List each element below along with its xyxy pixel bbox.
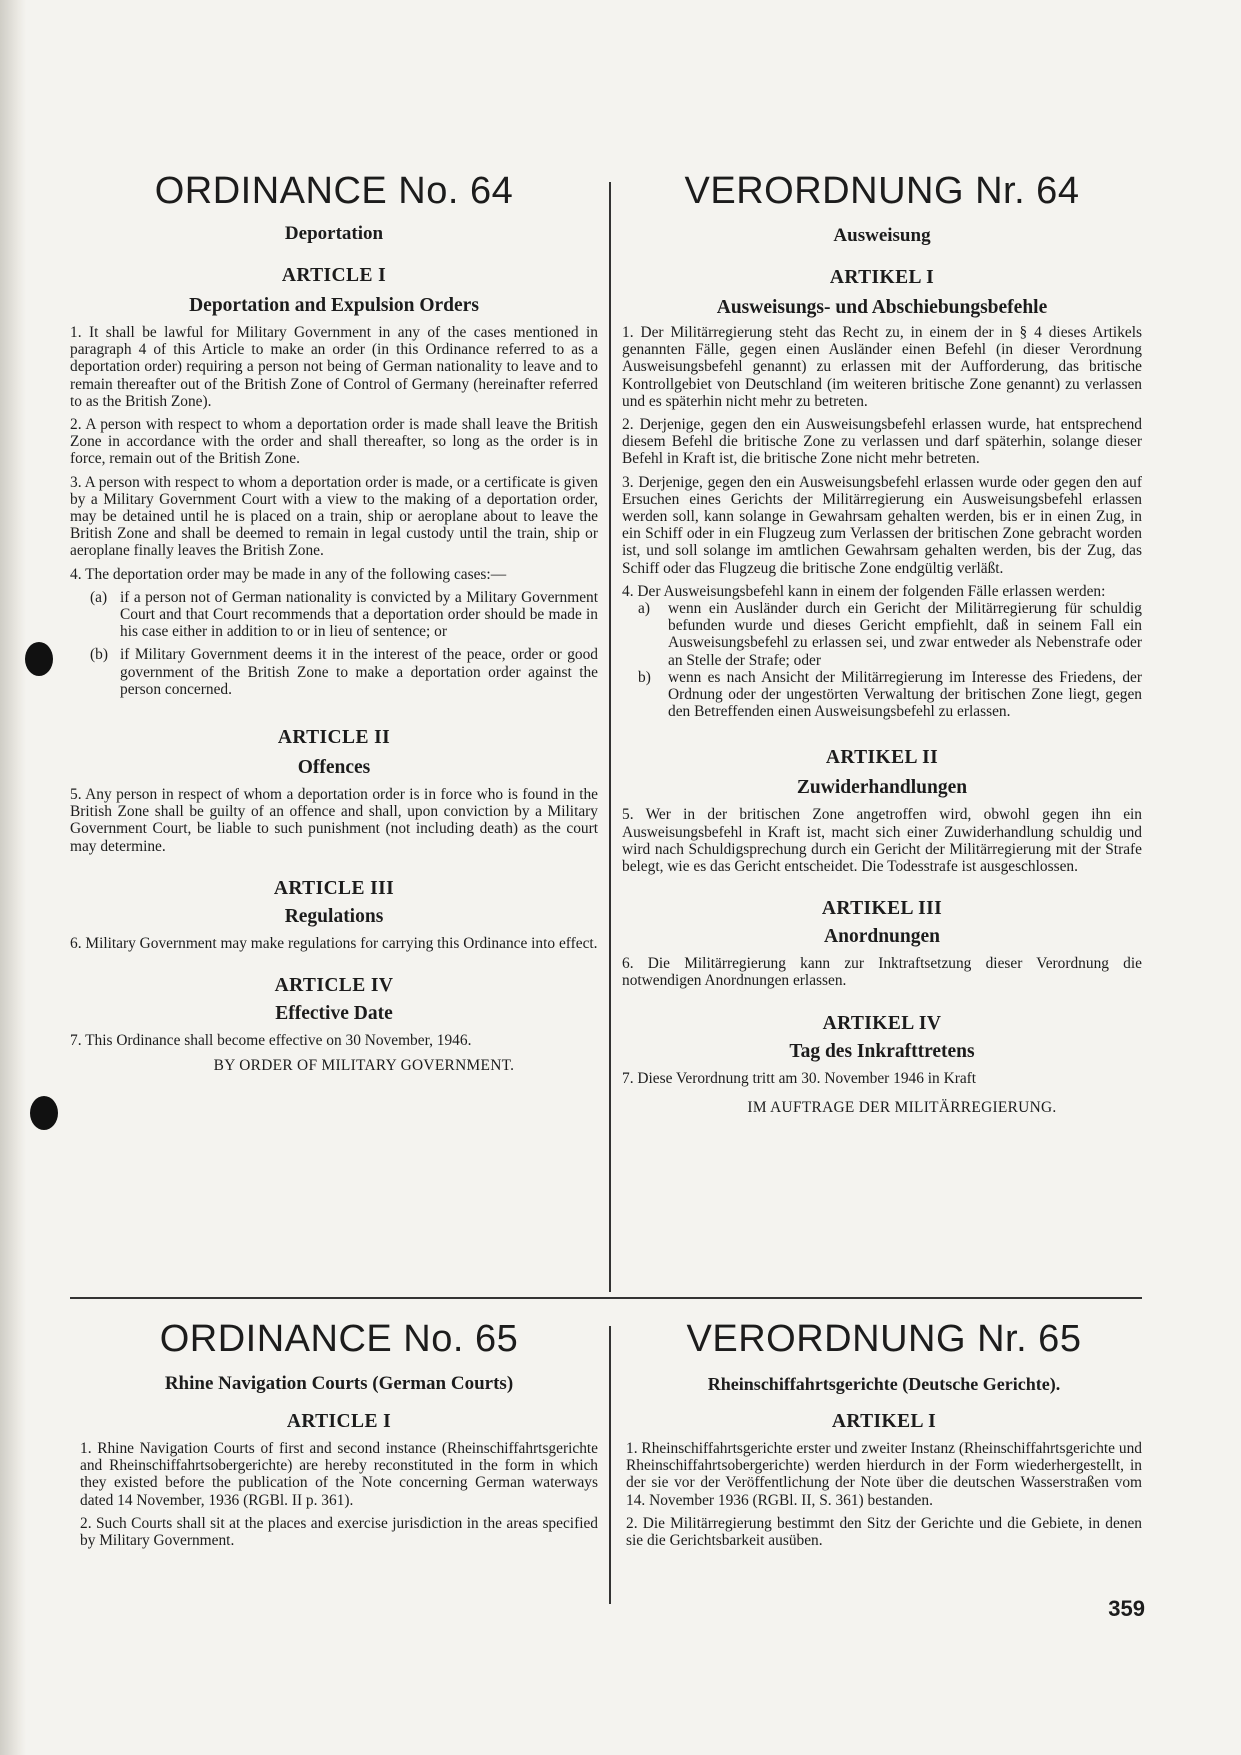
list-item — [622, 600, 1142, 669]
list-item-text: if a person not of German nationality is convicted by a Military Government Court and that Court recommends that a deportation order should be made in his case either in addition to or in lieu of sentence; or — [120, 588, 598, 641]
article-heading: Deportation and Expulsion Orders — [189, 295, 479, 316]
paragraph: 2. Such Courts shall sit at the places and exercise jurisdiction in the areas specified by Military Government. — [80, 1514, 598, 1550]
section-divider — [70, 1297, 1142, 1299]
paragraph: 1. Der Militärregierung steht das Recht zu, in einem der in § 4 dieses Artikels genannten Fälle, gegen einen Ausländer einen Befehl (in dieser Verordnung Ausweisungsbefehl genannt) zu erlassen mit der Aufforderung, das britische Kontrollgebiet von Deutschland (im weiteren britische Zone genannt) zu verlassen und es späterhin nicht mehr zu betreten. — [622, 324, 1142, 410]
paragraph: 1. Rhine Navigation Courts of first and second instance (Rheinschiffahrtsgerichte and Rheinschiffahrtsobergerichte) are hereby reconstituted in the form in which they existed before the publication of the Note concerning German waterways dated 14 November, 1936 (RGBl. II p. 361). — [80, 1440, 598, 1509]
column-divider — [609, 182, 611, 1292]
list-item-label: (b) — [90, 646, 108, 664]
ordinance-subtitle: Rheinschiffahrtsgerichte (Deutsche Gerichte). — [707, 1374, 1061, 1394]
article-heading: Offences — [297, 757, 371, 779]
paragraph: 2. Derjenige, gegen den ein Ausweisungsbefehl erlassen wurde, hat entsprechend diesem Befehl die britische Zone zu verlassen und darf späterhin, solange dieser Befehl in Kraft ist, die britische Zone nicht mehr betreten. — [622, 416, 1142, 468]
paragraph: 3. A person with respect to whom a deportation order is made, or a certificate is given by a Military Government Court with a view to the making of a deportation order, may be detained until he is placed on a train, ship or aeroplane about to leave the British Zone and shall be deemed to remain in legal custody until the train, ship or aeroplane finally leaves the British Zone. — [70, 473, 598, 560]
paragraph: 5. Wer in der britischen Zone angetroffen wird, obwohl gegen ihn ein Ausweisungsbefehl in Kraft ist, macht sich einer Zuwiderhandlung schuldig und wird nach Schuldigsprechung durch ein Gericht der Militärregierung mit der Strafe belegt, wie es das Gericht entscheidet. Die Todesstrafe ist ausgeschlossen. — [622, 806, 1142, 876]
column-divider — [609, 1326, 611, 1604]
article-number: ARTICLE III — [273, 877, 395, 899]
article-heading: Regulations — [284, 905, 384, 927]
paragraph: 4. The deportation order may be made in any of the following cases:— — [70, 565, 507, 583]
article-number: ARTICLE I — [281, 265, 387, 286]
list-item-text: if Military Government deems it in the interest of the peace, order or good government of the British Zone to make a deportation order against the person concerned. — [120, 646, 598, 698]
signature-line: IM AUFTRAGE DER MILITÄRREGIERUNG. — [747, 1098, 1057, 1116]
article-number: ARTIKEL II — [825, 747, 939, 769]
ordinance-65-english — [80, 1316, 598, 1549]
list-item-label: b) — [638, 668, 651, 686]
paragraph: 6. Die Militärregierung kann zur Inktraftsetzung dieser Verordnung die notwendigen Anordnungen erlassen. — [622, 955, 1142, 990]
paragraph: 1. Rheinschiffahrtsgerichte erster und zweiter Instanz (Rheinschiffahrtsgerichte und Rheinschiffahrtsobergerichte) werden hierdurch in der Form wiederhergestellt, in der sie vor der Veröffentlichung der Note über die deutschen Wasserstraßen vom 14. November 1936 (RGBl. II, S. 361) bestanden. — [626, 1440, 1142, 1509]
article-heading: Ausweisungs- und Abschiebungsbefehle — [716, 297, 1048, 318]
list-item — [622, 669, 1142, 721]
paragraph: 1. It shall be lawful for Military Government in any of the cases mentioned in paragraph 4 of this Article to make an order (in this Ordinance referred to as a deportation order) requiring a person not being of German nationality to leave and to remain thereafter out of the British Zone of Control of Germany (hereinafter referred to as the British Zone). — [70, 324, 598, 410]
list-item — [70, 646, 598, 698]
paragraph: 6. Military Government may make regulations for carrying this Ordinance into effect. — [70, 934, 598, 952]
ordinance-64-german — [622, 168, 1142, 1116]
signature-line: BY ORDER OF MILITARY GOVERNMENT. — [213, 1057, 515, 1075]
article-number: ARTICLE I — [286, 1411, 392, 1432]
scan-edge-shadow — [0, 0, 26, 1755]
page-number: 359 — [1108, 1596, 1145, 1621]
paragraph: 7. This Ordinance shall become effective on 30 November, 1946. — [70, 1032, 472, 1050]
article-number: ARTIKEL I — [829, 267, 935, 288]
ordinance-64-english — [70, 168, 598, 1074]
ordinance-65-german — [626, 1316, 1142, 1549]
list-item-label: a) — [638, 600, 650, 618]
article-number: ARTICLE IV — [274, 975, 394, 997]
paragraph: 5. Any person in respect of whom a deportation order is in force who is found in the British Zone shall be guilty of an offence and shall, upon conviction by a Military Government Court, be liable to such punishment (not including death) as the court may determine. — [70, 786, 598, 855]
article-heading: Zuwiderhandlungen — [796, 777, 968, 799]
ordinance-title: ORDINANCE No. 64 — [154, 170, 514, 212]
ordinance-title: VERORDNUNG Nr. 65 — [686, 1318, 1082, 1360]
list-item — [70, 589, 598, 641]
punch-hole — [25, 642, 53, 676]
ordinance-subtitle: Deportation — [284, 223, 384, 244]
article-heading: Tag des Inkrafttretens — [789, 1040, 975, 1062]
list-item-label: (a) — [90, 588, 108, 606]
article-number: ARTICLE II — [277, 727, 391, 749]
article-heading: Anordnungen — [824, 926, 940, 948]
ordinance-subtitle: Rhine Navigation Courts (German Courts) — [164, 1373, 514, 1394]
punch-hole — [30, 1096, 58, 1130]
paragraph: 7. Diese Verordnung tritt am 30. November 1946 in Kraft — [622, 1069, 977, 1087]
list-item-text: wenn ein Ausländer durch ein Gericht der Militärregierung für schuldig befunden wurde und dieses Gericht empfiehlt, daß in seinem Fall ein Ausweisungsbefehl zu erlassen sei, und zwar entweder als Nebenstrafe oder an Stelle der Strafe; oder — [668, 600, 1142, 669]
article-heading: Effective Date — [275, 1003, 393, 1025]
paragraph: 3. Derjenige, gegen den ein Ausweisungsbefehl erlassen wurde oder gegen den auf Ersuchen eines Gerichts der Militärregierung ein Ausweisungsbefehl erlassen werden soll, kann solange in Gewahrsam gehalten werden, bis er in einen Zug, in ein Schiff oder in ein Flugzeug zum Verlassen der britischen Zone gebracht worden ist, und soll solange im amtlichen Gewahrsam gehalten werden, bis der Zug, das Schiff oder das Flugzeug die britische Zone endgültig verläßt. — [622, 473, 1142, 577]
article-number: ARTIKEL I — [831, 1411, 937, 1432]
paragraph: 2. Die Militärregierung bestimmt den Sitz der Gerichte und die Gebiete, in denen sie die Gerichtsbarkeit ausüben. — [626, 1514, 1142, 1550]
ordinance-title: VERORDNUNG Nr. 64 — [684, 170, 1080, 212]
ordinance-title: ORDINANCE No. 65 — [159, 1318, 519, 1360]
list-item-text: wenn es nach Ansicht der Militärregierung im Interesse des Friedens, der Ordnung oder der ungestörten Verwaltung der britischen Zone liegt, gegen den Betreffenden einen Ausweisungsbefehl zu erlassen. — [668, 668, 1142, 721]
paragraph: 2. A person with respect to whom a deportation order is made shall leave the British Zone in accordance with the order and shall thereafter, so long as the order is in force, remain out of the British Zone. — [70, 416, 598, 468]
ordinance-subtitle: Ausweisung — [833, 225, 931, 246]
paragraph: 4. Der Ausweisungsbefehl kann in einem der folgenden Fälle erlassen werden: — [622, 582, 1106, 600]
article-number: ARTIKEL IV — [822, 1012, 942, 1034]
article-number: ARTIKEL III — [821, 898, 943, 920]
